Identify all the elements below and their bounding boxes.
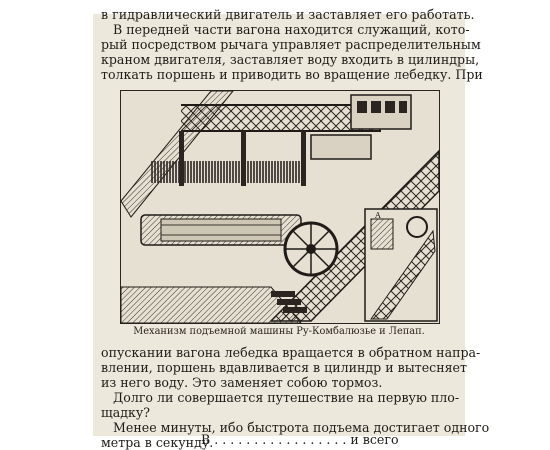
engraving-illustration	[120, 90, 440, 324]
text-line: метра в секунду.	[101, 435, 214, 450]
book-page	[93, 7, 490, 450]
text-line: рый посредством рычага управляет распределительным	[101, 37, 481, 52]
text-line: Долго ли совершается путешествие на первую пло-	[113, 390, 460, 405]
text-line: Менее минуты, ибо быстрота подъема достигает одного	[113, 420, 490, 435]
text-line: краном двигателя, заставляет воду входить в цилиндры,	[101, 52, 480, 67]
text-line: щадку?	[101, 405, 151, 420]
text-line: В . . . . . . . . . . . . . . . . . и всего	[201, 432, 399, 447]
text-line: толкать поршень и приводить во вращение лебедку. При	[101, 67, 483, 82]
figure-caption: Механизм подъемной машины Ру-Комбалюзье и Лепап.	[133, 326, 425, 337]
text-line: влении, поршень вдавливается в цилиндр и вытесняет	[101, 360, 467, 375]
text-line: в гидравлический двигатель и заставляет его работать.	[101, 7, 475, 22]
text-line: из него воду. Это заменяет собою тормоз.	[101, 375, 383, 390]
inset-label: A	[375, 211, 381, 220]
text-line: В передней части вагона находится служащий, кото-	[113, 22, 470, 37]
text-line: опускании вагона лебедка вращается в обратном напра-	[101, 345, 481, 360]
